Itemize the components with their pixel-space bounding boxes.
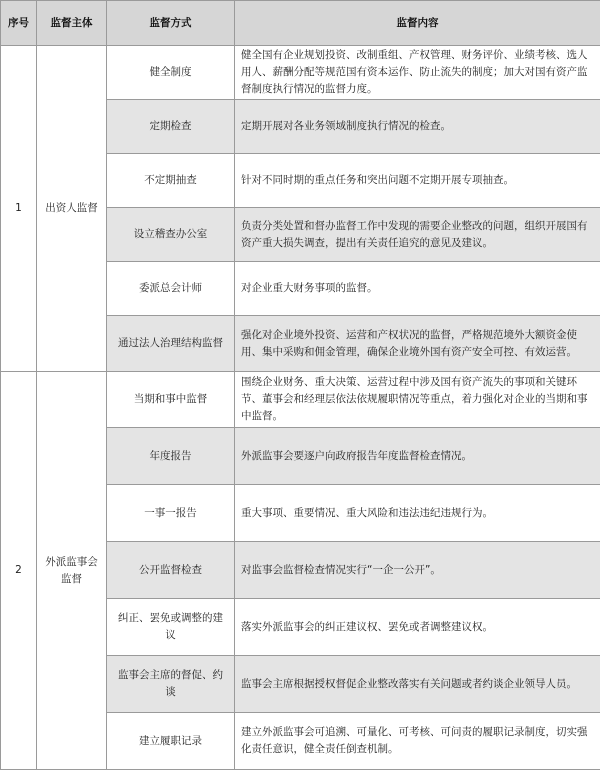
seq-cell: 2 xyxy=(1,372,37,770)
subject-cell: 外派监事会监督 xyxy=(37,372,107,770)
method-cell: 监事会主席的督促、约谈 xyxy=(107,656,235,713)
header-content: 监督内容 xyxy=(235,1,600,46)
content-cell: 强化对企业境外投资、运营和产权状况的监督，严格规范境外大额资金使用、集中采购和佣金管理，确保企业境外国有资产安全可控、有效运营。 xyxy=(235,316,600,372)
content-cell: 对企业重大财务事项的监督。 xyxy=(235,262,600,316)
table-row xyxy=(1,372,600,428)
method-cell: 当期和事中监督 xyxy=(107,372,235,428)
method-cell: 定期检查 xyxy=(107,100,235,154)
method-cell: 一事一报告 xyxy=(107,485,235,542)
subject-cell: 出资人监督 xyxy=(37,46,107,372)
header-row xyxy=(1,1,600,46)
header-subject: 监督主体 xyxy=(37,1,107,46)
method-cell: 建立履职记录 xyxy=(107,713,235,770)
method-cell: 不定期抽查 xyxy=(107,154,235,208)
content-cell: 针对不同时期的重点任务和突出问题不定期开展专项抽查。 xyxy=(235,154,600,208)
method-cell: 设立稽查办公室 xyxy=(107,208,235,262)
method-cell: 年度报告 xyxy=(107,428,235,485)
content-cell: 对监事会监督检查情况实行“一企一公开”。 xyxy=(235,542,600,599)
seq-cell: 1 xyxy=(1,46,37,372)
content-cell: 围绕企业财务、重大决策、运营过程中涉及国有资产流失的事项和关键环节、董事会和经理层依法依规履职情况等重点，着力强化对企业的当期和事中监督。 xyxy=(235,372,600,428)
content-cell: 建立外派监事会可追溯、可量化、可考核、可问责的履职记录制度，切实强化责任意识，健全责任倒查机制。 xyxy=(235,713,600,770)
content-cell: 监事会主席根据授权督促企业整改落实有关问题或者约谈企业领导人员。 xyxy=(235,656,600,713)
header-seq: 序号 xyxy=(1,1,37,46)
header-method: 监督方式 xyxy=(107,1,235,46)
content-cell: 定期开展对各业务领域制度执行情况的检查。 xyxy=(235,100,600,154)
method-cell: 纠正、罢免或调整的建议 xyxy=(107,599,235,656)
method-cell: 健全制度 xyxy=(107,46,235,100)
content-cell: 健全国有企业规划投资、改制重组、产权管理、财务评价、业绩考核、选人用人、薪酬分配等规范国有资本运作、防止流失的制度；加大对国有资产监督制度执行情况的监督力度。 xyxy=(235,46,600,100)
content-cell: 重大事项、重要情况、重大风险和违法违纪违规行为。 xyxy=(235,485,600,542)
method-cell: 通过法人治理结构监督 xyxy=(107,316,235,372)
method-cell: 委派总会计师 xyxy=(107,262,235,316)
content-cell: 落实外派监事会的纠正建议权、罢免或者调整建议权。 xyxy=(235,599,600,656)
table-row xyxy=(1,46,600,100)
content-cell: 外派监事会要逐户向政府报告年度监督检查情况。 xyxy=(235,428,600,485)
method-cell: 公开监督检查 xyxy=(107,542,235,599)
content-cell: 负责分类处置和督办监督工作中发现的需要企业整改的问题，组织开展国有资产重大损失调查，提出有关责任追究的意见及建议。 xyxy=(235,208,600,262)
